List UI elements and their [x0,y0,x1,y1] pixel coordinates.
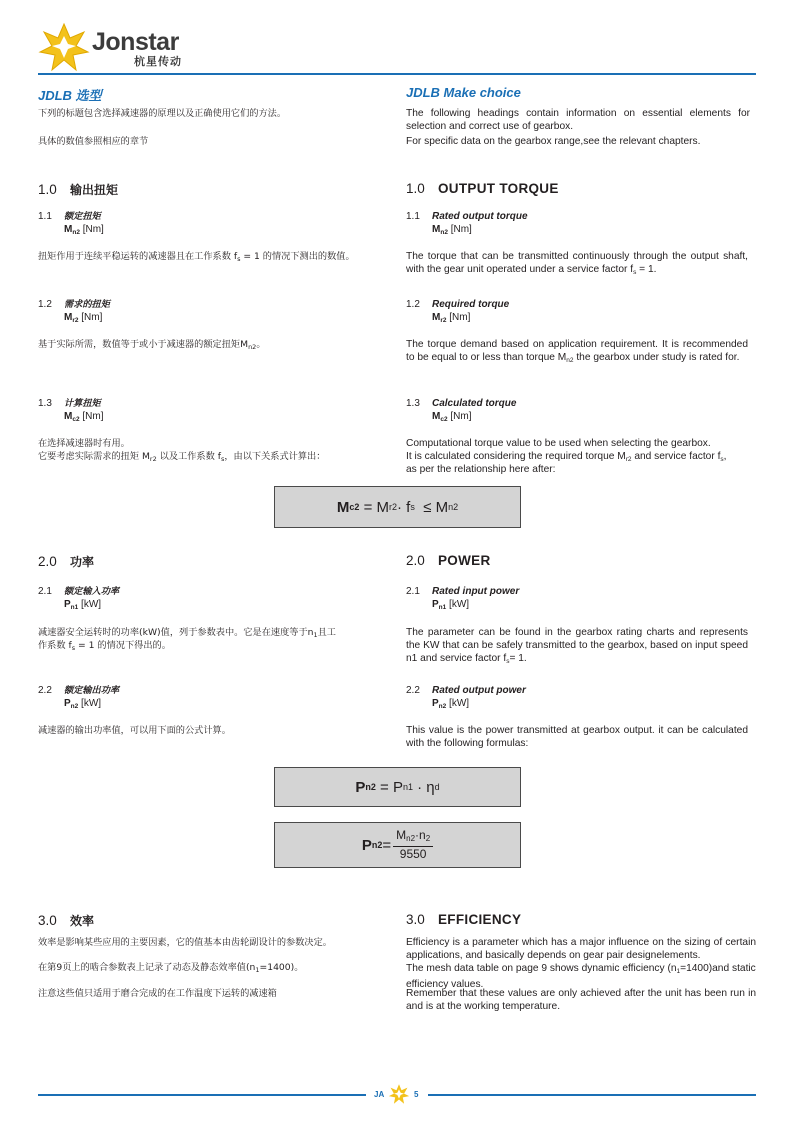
left-heading-2: 2.0 功率 [38,554,95,569]
footer-page-right: 5 [414,1090,419,1099]
right-heading-3: 3.0 EFFICIENCY [406,912,522,927]
left-symbol-mr2: $M_{r2}$ [Nm] [64,312,103,324]
footer-star-icon [388,1083,410,1109]
left-text-1-3a: 在选择减速器时有用。 [38,438,130,449]
right-symbol-mr2: $M_{r2}$ [Nm] [432,312,471,324]
right-heading-2: 2.0 POWER [406,553,491,568]
right-heading-1: 1.0 OUTPUT TORQUE [406,181,559,196]
left-intro-2: 具体的数值参照相应的章节 [38,136,149,147]
left-symbol-mc2: $M_{c2}$ [Nm] [64,411,104,423]
right-text-1-2: The torque demand based on application requirement. It is recommended to be equal to or less than torque $M_{n2}$ the gearbox under study is rated for. [406,339,748,364]
left-text-2-2: 减速器的输出功率值，可以用下面的公式计算。 [38,725,231,736]
left-sub-2-1: 2.1 额定输入功率 [38,586,120,597]
footer-rule-right [428,1094,756,1096]
right-text-3-3: Remember that these values are only achieved after the unit has been run in and is at the working temperature. [406,988,756,1012]
formula-calculated-torque: M c2 = M r2 · f s ≤ M n2 [274,486,521,528]
footer-page-left: JA [374,1090,385,1099]
right-intro-1: The following headings contain information on essential elements for selection and correct use of gearbox. [406,108,750,132]
right-text-2-1: The parameter can be found in the gearbox rating charts and represents the KW that can be safely transmitted to the gearbox, based on input speed n1 and service factor $f_s= 1$. [406,627,748,665]
right-intro-2: For specific data on the gearbox range,see the relevant chapters. [406,136,701,147]
right-text-2-2: This value is the power transmitted at gearbox output. it can be calculated with the following formulas: [406,725,748,749]
left-sub-1-2: 1.2 需求的扭矩 [38,299,110,310]
star-logo-icon [38,22,90,72]
left-text-1-2: 基于实际所需，数值等于或小于减速器的额定扭矩$M_{n2}$。 [38,339,266,351]
left-text-2-1b: 作系数 $f_s = 1$ 的情况下得出的。 [38,640,171,652]
formula-fraction: $\frac{M_{n2}\cdot n_2}{9550}$ [393,828,433,862]
right-text-1-1: The torque that can be transmitted continuously through the output shaft, with the gear unit operated under a service factor $f_s = 1$. [406,251,748,276]
left-text-2-1a: 减速器安全运转时的功率(kW)值，列于参数表中。它是在速度等于$n_1$且工 [38,627,336,639]
right-page-title: JDLB Make choice [406,85,521,100]
right-text-3-1: Efficiency is a parameter which has a major influence on the sizing of certain applications, and basically depends on gear pair designelements. [406,937,756,961]
left-symbol-mn2: $M_{n2}$ [Nm] [64,224,104,236]
right-symbol-mn2: $M_{n2}$ [Nm] [432,224,472,236]
right-sub-1-3: 1.3 Calculated torque [406,398,517,409]
brand-subtitle: 杭星传动 [134,55,182,68]
left-sub-2-2: 2.2 额定输出功率 [38,685,120,696]
right-sub-2-1: 2.1 Rated input power [406,586,520,597]
right-text-3-2: The mesh data table on page 9 shows dynamic efficiency $(n_1=1400)and$ static efficiency values. [406,963,756,990]
formula-output-power-torque: P n2 = $\frac{M_{n2}\cdot n_2}{9550}$ [274,822,521,868]
left-text-3-3: 注意这些值只适用于磨合完成的在工作温度下运转的减速箱 [38,988,277,999]
formula-output-power-efficiency: P n2 = P n1 · η d [274,767,521,807]
left-text-3-2: 在第9页上的啮合参数表上记录了动态及静态效率值$(n_1=1400)$。 [38,962,304,974]
right-text-1-3c: as per the relationship here after: [406,464,556,475]
left-text-1-3b: 它要考虑实际需求的扭矩 $M_{r2}$ 以及工作系数 $f_s$，由以下关系式计算出： [38,451,326,463]
left-text-1-1: 扭矩作用于连续平稳运转的减速器且在工作系数 $f_s = 1$ 的情况下测出的数值。 [38,251,355,263]
left-symbol-pn1: $P_{n1}$ [kW] [64,599,102,611]
footer-rule-left [38,1094,366,1096]
left-intro-1: 下列的标题包含选择减速器的原理以及正确使用它们的方法。 [38,108,287,119]
left-page-title: JDLB 选型 [38,88,102,103]
left-text-3-1: 效率是影响某些应用的主要因素，它的值基本由齿轮副设计的参数决定。 [38,937,332,948]
left-heading-1: 1.0 输出扭矩 [38,182,119,197]
left-heading-3: 3.0 效率 [38,913,95,928]
right-text-1-3a: Computational torque value to be used when selecting the gearbox. [406,438,711,449]
brand-name: Jonstar [92,28,179,56]
right-symbol-pn2: $P_{n2}$ [kW] [432,698,470,710]
header-rule [38,73,756,75]
right-sub-1-2: 1.2 Required torque [406,299,510,310]
right-symbol-mc2: $M_{c2}$ [Nm] [432,411,472,423]
left-symbol-pn2: $P_{n2}$ [kW] [64,698,102,710]
right-sub-1-1: 1.1 Rated output torque [406,211,528,222]
left-sub-1-3: 1.3 计算扭矩 [38,398,101,409]
left-sub-1-1: 1.1 额定扭矩 [38,211,101,222]
right-symbol-pn1: $P_{n1}$ [kW] [432,599,470,611]
right-sub-2-2: 2.2 Rated output power [406,685,526,696]
right-text-1-3b: It is calculated considering the required torque $M_{r2}$ and service factor $f_s$, [406,451,727,463]
